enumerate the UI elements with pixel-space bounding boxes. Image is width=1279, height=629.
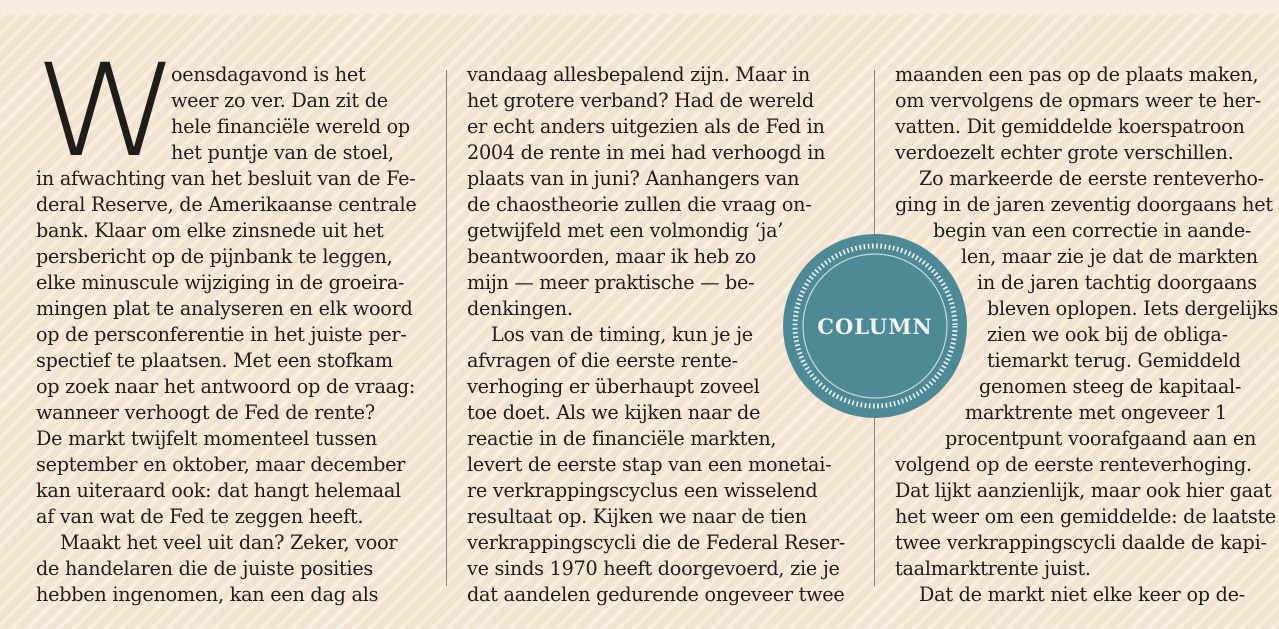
- text-line: Dat lijkt aanzienlijk, maar ook hier gaat: [895, 479, 1272, 502]
- text-line: in de jaren tachtig doorgaans: [977, 271, 1257, 294]
- text-line: beantwoorden, maar ik heb zo: [467, 245, 757, 268]
- text-line: af van wat de Fed te zeggen heeft.: [36, 505, 364, 528]
- text-line: zien we ook bij de obliga-: [987, 323, 1228, 346]
- text-line: levert de eerste stap van een monetai-: [467, 453, 832, 476]
- text-line: verhoging er überhaupt zoveel: [467, 375, 760, 398]
- text-line: om vervolgens de opmars weer te her-: [895, 89, 1261, 112]
- text-line: taalmarktrente juist.: [895, 557, 1091, 580]
- text-line: het puntje van de stoel,: [171, 141, 394, 164]
- text-line: denkingen.: [467, 297, 573, 320]
- text-line: elke minuscule wijziging in de groeira-: [36, 271, 405, 294]
- text-line: de handelaren die de juiste posities: [36, 557, 374, 580]
- text-line: ging in de jaren zeventig doorgaans het: [895, 193, 1273, 216]
- text-line: re verkrappingscyclus een wisselend: [467, 479, 818, 502]
- text-line: in afwachting van het besluit van de Fe-: [36, 167, 416, 190]
- text-line: Los van de timing, kun je je: [491, 323, 753, 346]
- text-line: twee verkrappingscycli daalde de kapi-: [895, 531, 1267, 554]
- text-line: kan uiteraard ook: dat hangt helemaal: [36, 479, 401, 502]
- text-line: vandaag allesbepalend zijn. Maar in: [467, 63, 810, 86]
- text-line: september en oktober, maar december: [36, 453, 406, 476]
- text-line: getwijfeld met een volmondig ‘ja’: [467, 219, 784, 242]
- text-line: plaats van in juni? Aanhangers van: [467, 167, 800, 190]
- text-line: De markt twijfelt momenteel tussen: [36, 427, 377, 450]
- text-line: op de persconferentie in het juiste per-: [36, 323, 407, 346]
- text-line: het grotere verband? Had de wereld: [467, 89, 814, 112]
- text-line: toe doet. Als we kijken naar de: [467, 401, 761, 424]
- text-line: marktrente met ongeveer 1: [965, 401, 1227, 424]
- text-line: spectief te plaatsen. Met een stofkam: [36, 349, 393, 372]
- text-line: genomen steeg de kapitaal-: [979, 375, 1242, 398]
- text-line: Zo markeerde de eerste renteverho-: [919, 167, 1264, 190]
- text-line: mijn — meer praktische — be-: [467, 271, 755, 294]
- text-line: er echt anders uitgezien als de Fed in: [467, 115, 825, 138]
- text-line: de chaostheorie zullen die vraag on-: [467, 193, 812, 216]
- text-line: op zoek naar het antwoord op de vraag:: [36, 375, 416, 398]
- text-line: ve sinds 1970 heeft doorgevoerd, zie je: [467, 557, 840, 580]
- text-line: Maakt het veel uit dan? Zeker, voor: [60, 531, 398, 554]
- text-line: tiemarkt terug. Gemiddeld: [987, 349, 1241, 372]
- text-line: vatten. Dit gemiddelde koerspatroon: [895, 115, 1245, 138]
- text-column-1: [36, 62, 436, 608]
- text-line: 2004 de rente in mei had verhoogd in: [467, 141, 826, 164]
- text-line: deral Reserve, de Amerikaanse centrale: [36, 193, 417, 216]
- text-line: verkrappingscycli die de Federal Reser-: [467, 531, 846, 554]
- text-line: procentpunt voorafgaand aan en: [945, 427, 1257, 450]
- text-line: afvragen of die eerste rente-: [467, 349, 738, 372]
- text-line: hebben ingenomen, kan een dag als: [36, 583, 379, 606]
- text-line: weer zo ver. Dan zit de: [171, 89, 388, 112]
- text-line: maanden een pas op de plaats maken,: [895, 63, 1259, 86]
- text-line: wanneer verhoogt de Fed de rente?: [36, 401, 375, 424]
- text-line: dat aandelen gedurende ongeveer twee: [467, 583, 845, 606]
- text-line: resultaat op. Kijken we naar de tien: [467, 505, 807, 528]
- text-line: Dat de markt niet elke keer op de-: [919, 583, 1246, 606]
- column-badge: [781, 232, 969, 420]
- drop-cap: W: [34, 37, 171, 186]
- text-line: bank. Klaar om elke zinsnede uit het: [36, 219, 384, 242]
- column-divider: [446, 70, 447, 586]
- text-line: oensdagavond is het: [171, 63, 366, 86]
- text-line: len, maar zie je dat de markten: [961, 245, 1258, 268]
- badge-label: COLUMN: [817, 313, 933, 339]
- text-line: hele financiële wereld op: [171, 115, 410, 138]
- text-line: persbericht op de pijnbank te leggen,: [36, 245, 393, 268]
- text-line: het weer om een gemiddelde: de laatste: [895, 505, 1277, 528]
- text-line: mingen plat te analyseren en elk woord: [36, 297, 413, 320]
- text-line: bleven oplopen. Iets dergelijks: [987, 297, 1279, 320]
- text-line: volgend op de eerste renteverhoging.: [895, 453, 1252, 476]
- text-line: reactie in de financiële markten,: [467, 427, 777, 450]
- text-line: begin van een correctie in aande-: [933, 219, 1252, 242]
- text-line: verdoezelt echter grote verschillen.: [895, 141, 1234, 164]
